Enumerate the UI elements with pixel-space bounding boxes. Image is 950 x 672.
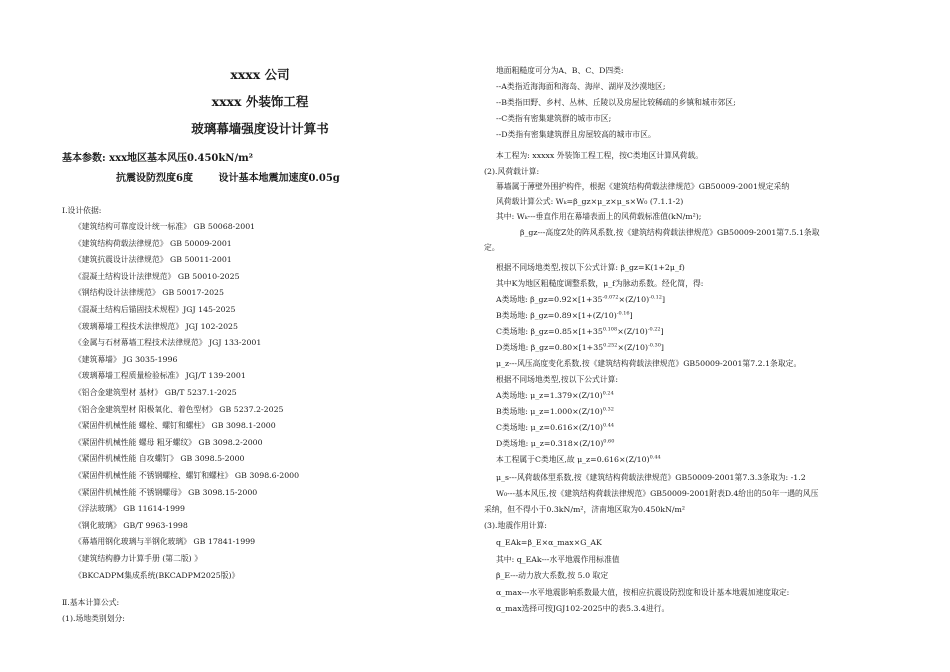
standard-item: 《建筑结构荷载法律规范》 GB 50009-2001 <box>74 238 232 248</box>
section-design-basis: Ⅰ.设计依据: <box>62 206 102 215</box>
calc-line <box>496 262 685 273</box>
calc-line <box>496 587 789 598</box>
standard-item: 《建筑抗震设计法律规范》 GB 50011-2001 <box>74 255 232 265</box>
standard-item: 《钢化玻璃》 GB/T 9963-1998 <box>74 520 188 530</box>
standard-item: 《紧固件机械性能 自攻螺钉》 GB 3098.5-2000 <box>74 454 245 464</box>
standard-item: 《玻璃幕墙工程技术法律规范》 JGJ 102-2025 <box>74 321 238 331</box>
exponent: -0.30 <box>648 342 661 349</box>
calc-line <box>484 166 539 177</box>
calc-line <box>496 406 614 417</box>
formula-part: ×(Z/10) <box>617 327 648 336</box>
calc-line-text: A类场地: β_gz=0.92×[1+35 <box>496 295 603 304</box>
calc-line-text: W₀---基本风压,按《建筑结构荷载法律规范》GB50009-2001附表D.4给出的50年一遇的风压 <box>496 489 819 498</box>
calc-line <box>496 294 665 305</box>
formula-part: ] <box>660 343 664 352</box>
standard-item: 《混凝土结构设计法律规范》 GB 50010-2025 <box>74 271 240 281</box>
calc-line-text: B类场地: β_gz=0.89×[1+(Z/10) <box>496 311 617 320</box>
calc-line-text: 本工程属于C类地区,故 μ_z=0.616×(Z/10) <box>496 455 650 464</box>
calc-line <box>484 242 500 253</box>
calc-line-text: D类场地: μ_z=0.318×(Z/10) <box>496 439 604 448</box>
calc-line <box>496 150 703 161</box>
calc-line-text: A类场地: μ_z=1.379×(Z/10) <box>496 391 603 400</box>
calc-line <box>496 181 789 192</box>
calc-line <box>496 422 614 433</box>
calc-line-text: --B类指田野、乡村、丛林、丘陵以及房屋比较稀疏的乡镇和城市郊区; <box>496 98 736 107</box>
calc-line <box>496 211 701 222</box>
exponent: -0.12 <box>649 294 662 301</box>
standard-item: 《金属与石材幕墙工程技术法律规范》 JGJ 133-2001 <box>74 338 262 348</box>
standard-item: 《玻璃幕墙工程质量检验标准》 JGJ/T 139-2001 <box>74 371 246 381</box>
calc-line-text: (2).风荷载计算: <box>484 167 540 176</box>
calc-line-text: 根据不同场地类型,按以下公式计算: β_gz=K(1+2μ_f) <box>496 263 685 272</box>
calc-line-text: β_E---动力放大系数,按 5.0 取定 <box>496 571 609 580</box>
exponent: -0.16 <box>616 310 630 317</box>
exponent: 0.32 <box>602 406 614 413</box>
standard-item: 《浮法玻璃》 GB 11614-1999 <box>74 504 185 514</box>
standard-item: 《BKCADPM集成系统(BKCADPM2025版)》 <box>74 570 240 580</box>
standard-item: 《建筑结构可靠度设计统一标准》 GB 50068-2001 <box>74 222 256 231</box>
calc-line <box>496 65 624 76</box>
calc-line <box>496 358 801 369</box>
formula-part: ×(Z/10) <box>617 343 649 352</box>
calc-line <box>496 554 620 565</box>
calc-line-text: (3).地震作用计算: <box>484 521 547 530</box>
calc-line <box>496 81 665 92</box>
calc-line <box>496 97 736 108</box>
calc-line <box>484 520 547 531</box>
calc-line <box>496 472 806 483</box>
calc-line <box>496 488 818 499</box>
calc-line <box>496 570 608 581</box>
calc-line-text: μ_z---风压高度变化系数,按《建筑结构荷载法律规范》GB50009-2001第7.2.1条取定。 <box>496 359 802 368</box>
calc-line <box>496 537 602 548</box>
calc-line <box>484 504 685 515</box>
exponent: 0.252 <box>603 342 618 349</box>
calc-line-text: 其中K为地区粗糙度调整系数，μ_f为脉动系数。经化简，得: <box>496 279 704 288</box>
calc-line <box>496 310 633 321</box>
company-name: xxxx 公司 <box>230 67 290 82</box>
calc-line-text: 根据不同场地类型,按以下公式计算: <box>496 375 619 384</box>
formula-part: ×(Z/10) <box>618 295 650 304</box>
calc-line-text: α_max---水平地震影响系数最大值，按相应抗震设防烈度和设计基本地震加速度取定: <box>496 588 790 597</box>
calc-line-text: --D类指有密集建筑群且房屋较高的城市市区。 <box>496 130 656 139</box>
standard-item: 《混凝土结构后锚固技术规程》JGJ 145-2025 <box>74 305 236 314</box>
calc-line <box>496 342 664 353</box>
calc-line <box>496 196 683 207</box>
exponent: 0.60 <box>603 438 615 445</box>
calc-line-text: μ_s---风荷载体型系数,按《建筑结构荷载法律规范》GB50009-2001第7.3.3条取为: -1.2 <box>496 473 806 482</box>
standard-item: 《铝合金建筑型材 阳极氧化、着色型材》 GB 5237.2-2025 <box>74 404 284 414</box>
seismic-acceleration: 设计基本地震加速度0.05g <box>218 173 340 184</box>
calc-line-text: β_gz---高度Z处的阵风系数,按《建筑结构荷载法律规范》GB50009-2001第7.5.1条取 <box>520 228 820 237</box>
exponent: 0.44 <box>602 422 615 429</box>
calc-line <box>496 326 664 337</box>
calc-line <box>496 113 611 124</box>
calc-line-text: B类场地: μ_z=1.000×(Z/10) <box>496 407 603 416</box>
calc-line-text: 其中: q_EAk---水平地震作用标准值 <box>496 555 620 564</box>
standard-item: 《钢结构设计法律规范》 GB 50017-2025 <box>74 288 224 298</box>
formula-part: ] <box>661 295 665 304</box>
calc-line-text: --A类指近海海面和海岛、海岸、湖岸及沙漠地区; <box>496 82 666 91</box>
calc-line-text: --C类指有密集建筑群的城市市区; <box>496 114 612 123</box>
section-formulas: Ⅱ.基本计算公式: <box>62 598 120 607</box>
basic-params-line1: 基本参数: xxx地区基本风压0.450kN/m² <box>62 153 254 164</box>
basic-params-line2 <box>116 169 362 184</box>
formula-part: ] <box>629 311 633 320</box>
project-name: xxxx 外装饰工程 <box>211 94 309 109</box>
document-title: 玻璃幕墙强度设计计算书 <box>191 121 329 136</box>
standard-item: 《建筑幕墙》 JG 3035-1996 <box>74 354 178 364</box>
standard-item: 《紧固件机械性能 不锈钢螺母》 GB 3098.15-2000 <box>74 487 258 497</box>
standard-item: 《紧固件机械性能 螺母 粗牙螺纹》 GB 3098.2-2000 <box>74 437 263 447</box>
formula-part: ] <box>660 327 664 336</box>
calc-line <box>496 454 661 465</box>
calc-line-text: 地面粗糙度可分为A、B、C、D四类: <box>496 66 624 75</box>
calc-line-text: 采纳，但不得小于0.3kN/m²，济南地区取为0.450kN/m² <box>484 505 686 514</box>
calc-line <box>496 278 703 289</box>
calc-line <box>496 129 656 140</box>
calc-line-text: 幕墙属于薄壁外围护构件，根据《建筑结构荷载法律规范》GB50009-2001规定采纳 <box>496 182 790 191</box>
calc-line-text: 本工程为: xxxxx 外装饰工程工程，按C类地区计算风荷载。 <box>496 151 704 160</box>
calc-line-text: q_EAk=β_E×α_max×G_AK <box>496 538 602 547</box>
exponent: 0.44 <box>649 454 661 461</box>
standard-item: 《幕墙用钢化玻璃与半钢化玻璃》 GB 17841-1999 <box>74 537 256 547</box>
calc-line <box>496 603 669 614</box>
calc-line-text: D类场地: β_gz=0.80×[1+35 <box>496 343 604 352</box>
standard-item: 《铝合金建筑型材 基材》 GB/T 5237.1-2025 <box>74 388 237 397</box>
calc-line <box>496 390 614 401</box>
exponent: -0.22 <box>647 326 661 333</box>
exponent: 0.108 <box>602 326 618 333</box>
calc-line-text: α_max选择可按JGJ102-2025中的表5.3.4进行。 <box>496 604 670 613</box>
exponent: 0.24 <box>602 390 614 397</box>
calc-line-text: 其中: Wₖ---垂直作用在幕墙表面上的风荷载标准值(kN/m²); <box>496 212 702 221</box>
standard-item: 《建筑结构静力计算手册 (第二版) 》 <box>74 554 202 563</box>
calc-line-text: 风荷载计算公式: Wₖ=β_gz×μ_z×μ_s×W₀ (7.1.1-2) <box>496 197 684 206</box>
section-site-class: (1).场地类别划分: <box>62 614 125 623</box>
seismic-intensity: 抗震设防烈度6度 <box>116 173 193 184</box>
calc-line-text: C类场地: μ_z=0.616×(Z/10) <box>496 423 603 432</box>
exponent: -0.072 <box>602 294 619 301</box>
standard-item: 《紧固件机械性能 不锈钢螺栓、螺钉和螺柱》 GB 3098.6-2000 <box>74 471 300 480</box>
calc-line <box>520 227 820 238</box>
calc-line <box>496 374 618 385</box>
calc-line-text: 定。 <box>484 243 500 252</box>
standard-item: 《紧固件机械性能 螺栓、螺钉和螺柱》 GB 3098.1-2000 <box>74 421 276 431</box>
calc-line <box>496 438 614 449</box>
calc-line-text: C类场地: β_gz=0.85×[1+35 <box>496 327 603 336</box>
